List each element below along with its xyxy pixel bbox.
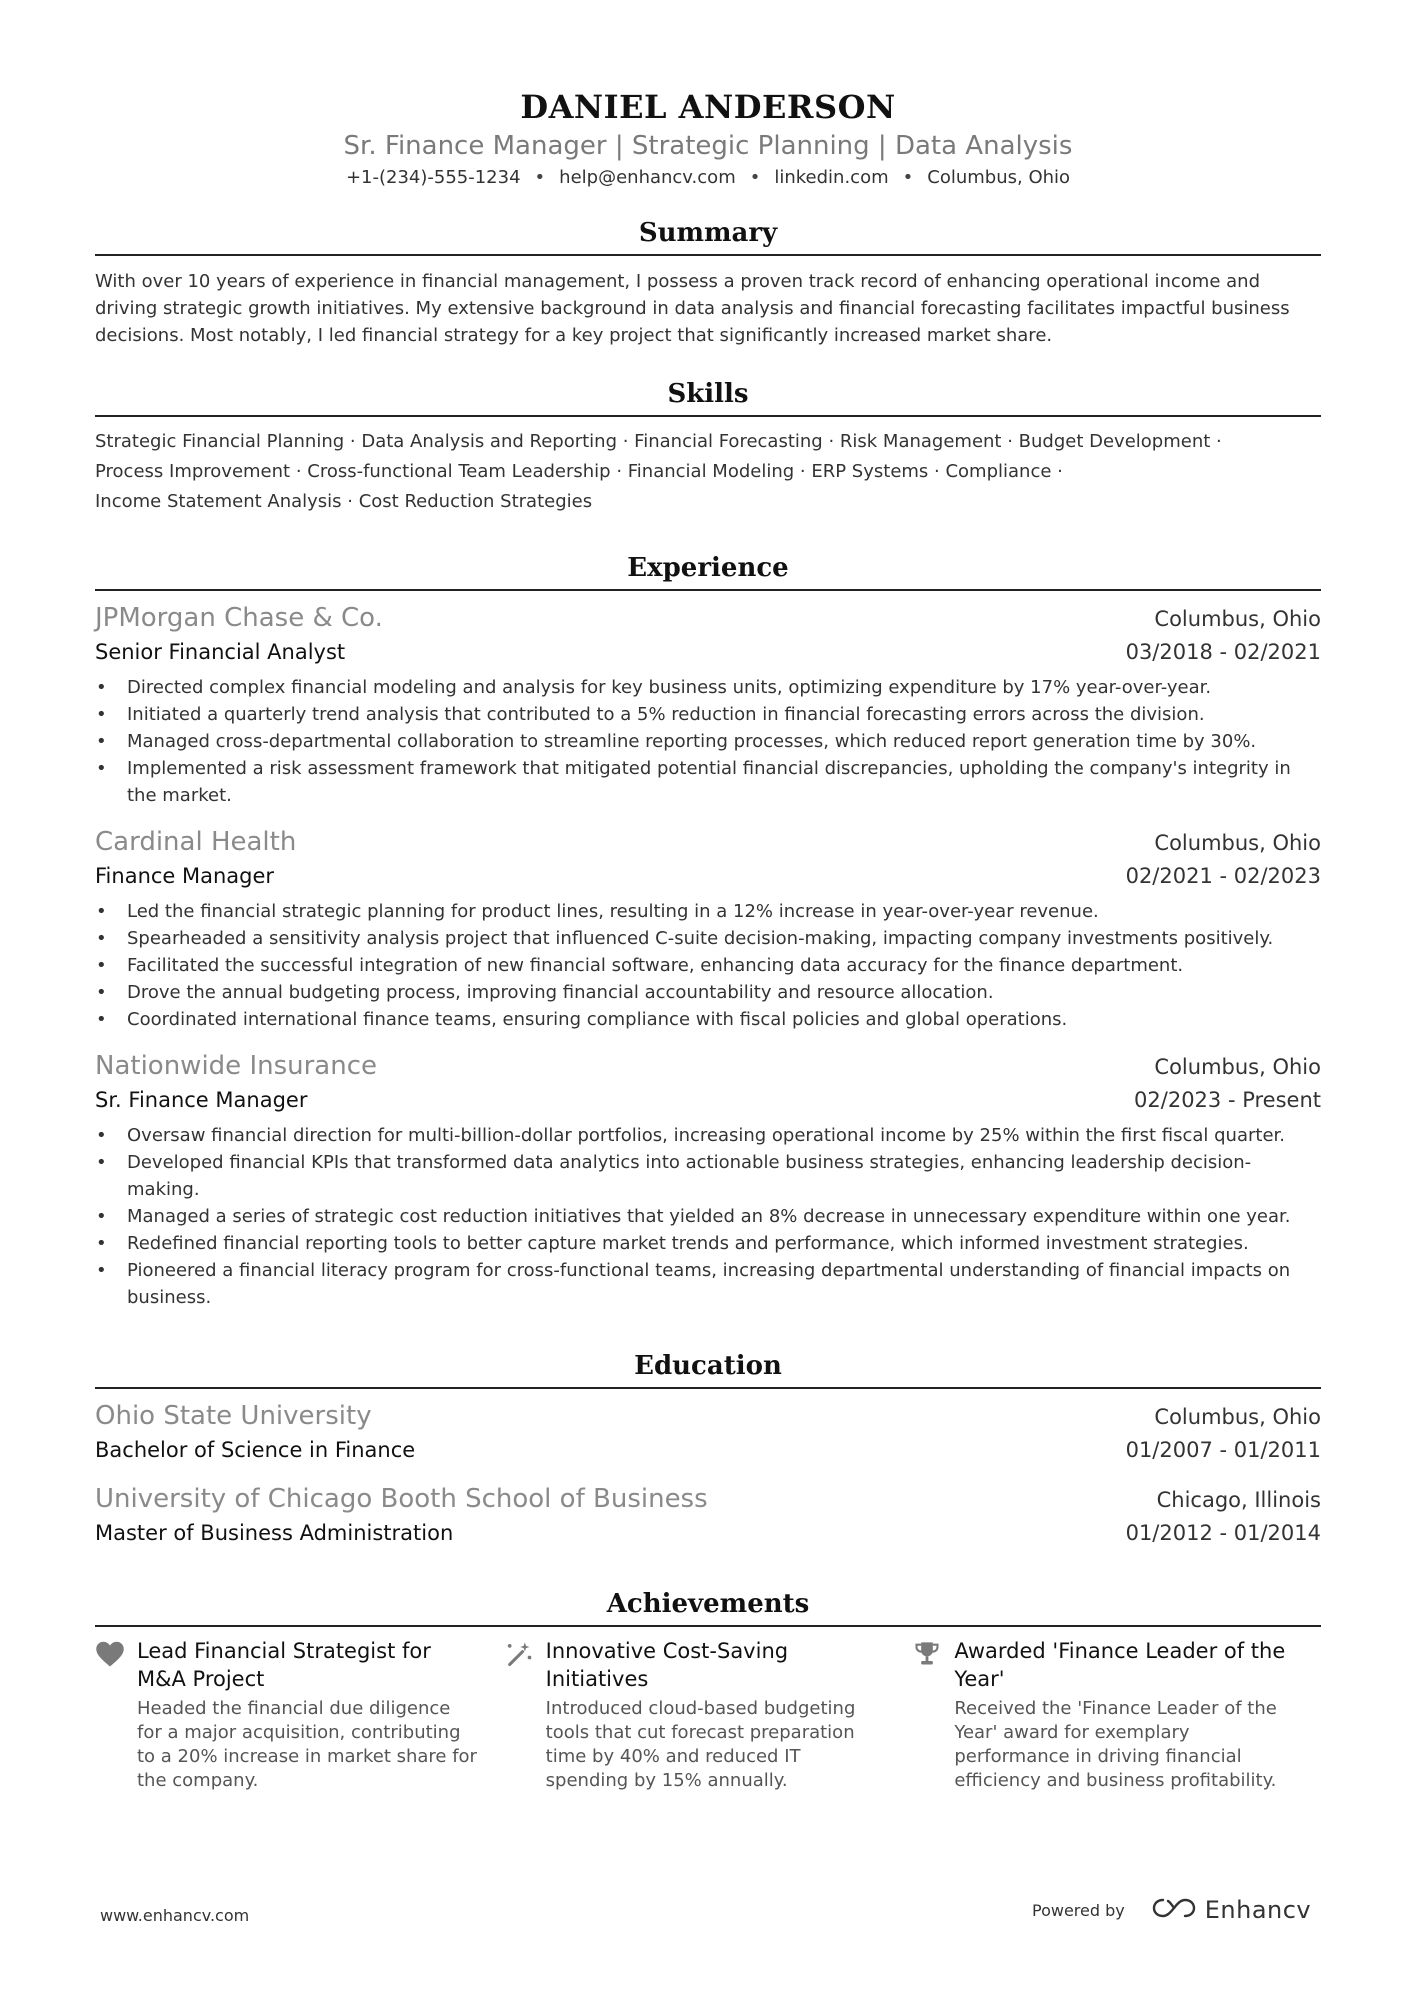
enhancv-logo-icon [1151, 1896, 1197, 1924]
bullet-item: • Pioneered a financial literacy program for cross-functional teams, increasing departmental understanding of financial impacts on business. [127, 1257, 1321, 1311]
experience-entry [95, 1049, 1321, 1311]
separator-dot: • [749, 167, 761, 188]
achievement-item [504, 1637, 913, 1793]
bullet-item: • Implemented a risk assessment framework that mitigated potential financial discrepancies, upholding the company's integrity in the market. [127, 755, 1321, 809]
school-location: Chicago, Illinois [1156, 1488, 1321, 1512]
section-heading-experience: Experience [95, 551, 1321, 591]
trophy-icon [912, 1637, 954, 1793]
summary-section [95, 216, 1321, 349]
job-location: Columbus, Ohio [1154, 607, 1321, 631]
bullet-item: • Managed cross-departmental collaboration to streamline reporting processes, which reduced report generation time by 30%. [127, 728, 1321, 755]
candidate-title: Sr. Finance Manager | Strategic Planning | Data Analysis [343, 131, 1073, 161]
bullet-item: • Redefined financial reporting tools to better capture market trends and performance, which informed investment strategies. [127, 1230, 1321, 1257]
magic-wand-icon [504, 1637, 546, 1793]
achievement-item [912, 1637, 1321, 1793]
experience-entry [95, 825, 1321, 1033]
footer-website-link[interactable]: www.enhancv.com [100, 1906, 250, 1925]
separator-dot: • [902, 167, 914, 188]
job-location: Columbus, Ohio [1154, 831, 1321, 855]
job-dates: 02/2021 - 02/2023 [1125, 864, 1321, 888]
bullet-item: • Developed financial KPIs that transformed data analytics into actionable business strategies, enhancing leadership decision-making. [127, 1149, 1321, 1203]
achievement-item [95, 1637, 504, 1793]
section-heading-skills: Skills [95, 377, 1321, 417]
education-entry [95, 1399, 1321, 1466]
achievement-title: Awarded 'Finance Leader of the Year' [954, 1639, 1286, 1691]
school-dates: 01/2007 - 01/2011 [1125, 1438, 1321, 1462]
achievement-desc: Received the 'Finance Leader of the Year' award for exemplary performance in driving financial efficiency and business profitability. [954, 1698, 1277, 1791]
phone[interactable]: +1-(234)-555-1234 [345, 167, 521, 188]
experience-entry [95, 601, 1321, 809]
heart-icon [95, 1637, 137, 1793]
bullet-item: • Led the financial strategic planning for product lines, resulting in a 12% increase in year-over-year revenue. [127, 898, 1321, 925]
powered-by-label: Powered by [1032, 1900, 1125, 1920]
bullet-item: • Spearheaded a sensitivity analysis project that influenced C-suite decision-making, impacting company investments positively. [127, 925, 1321, 952]
achievement-title: Innovative Cost-Saving Initiatives [545, 1639, 789, 1691]
company-name: JPMorgan Chase & Co. [95, 603, 383, 633]
section-heading-education: Education [95, 1349, 1321, 1389]
skills-line: Income Statement Analysis · Cost Reduction Strategies [95, 491, 593, 512]
bullet-item: • Drove the annual budgeting process, improving financial accountability and resource allocation. [127, 979, 1321, 1006]
achievements-grid [95, 1637, 1321, 1793]
brand-name[interactable]: Enhancv [1204, 1896, 1312, 1924]
job-role: Finance Manager [95, 864, 275, 888]
email-link[interactable]: help@enhancv.com [559, 167, 736, 188]
job-role: Senior Financial Analyst [95, 640, 346, 664]
achievements-section [95, 1587, 1321, 1793]
school-name: University of Chicago Booth School of Business [95, 1484, 708, 1514]
achievement-desc: Introduced cloud-based budgeting tools that cut forecast preparation time by 40% and reduced IT spending by 15% annually. [545, 1698, 856, 1791]
job-bullets [95, 1122, 1321, 1311]
skills-line: Strategic Financial Planning · Data Analysis and Reporting · Financial Forecasting · Risk Management · Budget Development · [95, 431, 1222, 452]
candidate-name: DANIEL ANDERSON [520, 88, 896, 126]
location: Columbus, Ohio [927, 167, 1071, 188]
bullet-item: • Directed complex financial modeling and analysis for key business units, optimizing expenditure by 17% year-over-year. [127, 674, 1321, 701]
degree: Master of Business Administration [95, 1521, 454, 1545]
job-dates: 03/2018 - 02/2021 [1125, 640, 1321, 664]
linkedin-link[interactable]: linkedin.com [774, 167, 889, 188]
section-heading-summary: Summary [95, 216, 1321, 256]
job-location: Columbus, Ohio [1154, 1055, 1321, 1079]
separator-dot: • [534, 167, 546, 188]
contact-line [95, 166, 1321, 190]
skills-list [95, 427, 1321, 517]
education-section [95, 1349, 1321, 1549]
bullet-item: • Facilitated the successful integration of new financial software, enhancing data accuracy for the finance department. [127, 952, 1321, 979]
company-name: Nationwide Insurance [95, 1051, 378, 1081]
job-role: Sr. Finance Manager [95, 1088, 308, 1112]
bullet-item: • Oversaw financial direction for multi-billion-dollar portfolios, increasing operational income by 25% within the first fiscal quarter. [127, 1122, 1321, 1149]
skills-line: Process Improvement · Cross-functional Team Leadership · Financial Modeling · ERP Systems · Compliance · [95, 461, 1063, 482]
resume-page [95, 0, 1321, 1793]
summary-text: With over 10 years of experience in financial management, I possess a proven track record of enhancing operational income and driving strategic growth initiatives. My extensive background in data analysis and financial forecasting facilitates impactful business decisions. Most notably, I led financial strategy for a key project that significantly increased market share. [95, 271, 1290, 346]
section-heading-achievements: Achievements [95, 1587, 1321, 1627]
bullet-item: • Coordinated international finance teams, ensuring compliance with fiscal policies and global operations. [127, 1006, 1321, 1033]
bullet-item: • Managed a series of strategic cost reduction initiatives that yielded an 8% decrease in unnecessary expenditure within one year. [127, 1203, 1321, 1230]
skills-section [95, 377, 1321, 517]
school-location: Columbus, Ohio [1154, 1405, 1321, 1429]
education-entry [95, 1482, 1321, 1549]
bullet-item: • Initiated a quarterly trend analysis that contributed to a 5% reduction in financial forecasting errors across the division. [127, 701, 1321, 728]
company-name: Cardinal Health [95, 827, 297, 857]
job-dates: 02/2023 - Present [1134, 1088, 1321, 1112]
footer-branding [1032, 1896, 1311, 1924]
experience-section [95, 551, 1321, 1311]
job-bullets [95, 674, 1321, 809]
degree: Bachelor of Science in Finance [95, 1438, 416, 1462]
achievement-title: Lead Financial Strategist for M&A Project [137, 1639, 431, 1691]
school-dates: 01/2012 - 01/2014 [1125, 1521, 1321, 1545]
achievement-desc: Headed the financial due diligence for a major acquisition, contributing to a 20% increase in market share for the company. [137, 1698, 477, 1791]
school-name: Ohio State University [95, 1401, 372, 1431]
job-bullets [95, 898, 1321, 1033]
